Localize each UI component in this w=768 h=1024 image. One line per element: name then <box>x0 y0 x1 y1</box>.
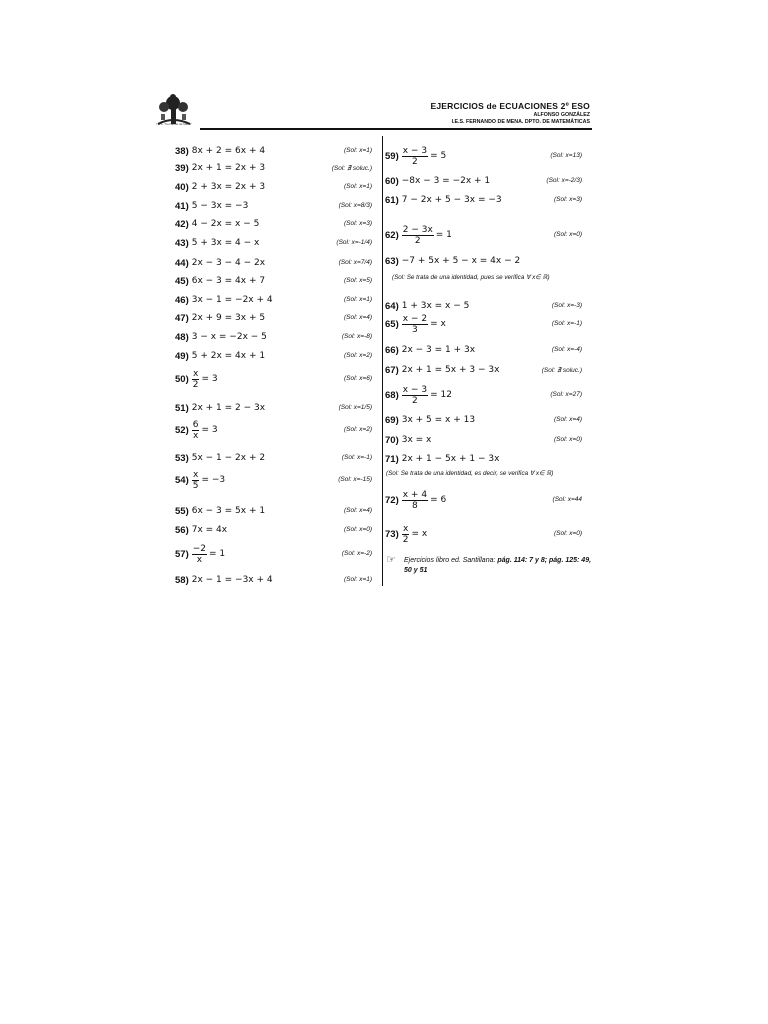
solution: (Sol: x=4) <box>554 416 582 423</box>
worksheet-title: EJERCICIOS de ECUACIONES 2º ESO <box>430 101 590 111</box>
exercise-number: 61) <box>385 194 399 206</box>
solution: (Sol: x=-2/3) <box>546 177 582 184</box>
exercise-right-11 <box>385 430 431 450</box>
exercise-number: 70) <box>385 434 399 446</box>
fraction-equation <box>402 490 446 511</box>
exercise-left-18 <box>175 520 227 540</box>
equation: 5x − 1 − 2x + 2 <box>191 453 266 463</box>
solution: (Sol: x=44 <box>552 496 582 503</box>
numerator: x − 3 <box>402 384 428 395</box>
solution: (Sol: x=3) <box>344 220 372 227</box>
exercise-right-10 <box>385 410 475 430</box>
exercise-number: 63) <box>385 255 399 267</box>
note-identity-63: (Sol: Se trata de una identidad, pues se verifica ∀ x∈ ℝ) <box>392 274 550 281</box>
textbook-reference-pages: pág. 114: 7 y 8; pág. 125: 49, 50 y 51 <box>404 557 592 574</box>
exercise-number: 45) <box>175 275 189 287</box>
exercise-number: 48) <box>175 331 189 343</box>
solution: (Sol: x=2) <box>344 352 372 359</box>
denominator: x <box>192 430 199 441</box>
solution: (Sol: x=3) <box>554 196 582 203</box>
exercise-right-12 <box>385 449 499 469</box>
exercise-left-6 <box>175 253 265 273</box>
denominator: x <box>196 554 203 565</box>
numerator: 2 − 3x <box>402 224 433 235</box>
exercise-number: 40) <box>175 181 189 193</box>
exercise-left-19 <box>175 544 225 564</box>
equation: 2 + 3x = 2x + 3 <box>191 182 266 192</box>
solution: (Sol: x=8/3) <box>338 202 372 209</box>
exercise-right-8 <box>385 360 499 380</box>
solution: (Sol: x=-4) <box>551 346 582 353</box>
equation-rhs: = 1 <box>209 549 226 559</box>
solution: (Sol: x=27) <box>550 391 582 398</box>
solution: (Sol: x=-8) <box>341 333 372 340</box>
denominator: 8 <box>412 500 418 511</box>
equation: 7x = 4x <box>191 525 228 535</box>
equation: 1 + 3x = x − 5 <box>401 301 470 311</box>
exercise-number: 68) <box>385 389 399 401</box>
exercise-number: 41) <box>175 200 189 212</box>
exercise-number: 42) <box>175 218 189 230</box>
equation: 5 + 3x = 4 − x <box>191 238 260 248</box>
fraction-equation <box>192 544 225 565</box>
author: ALFONSO GONZÁLEZ <box>533 112 590 118</box>
equation: 3 − x = −2x − 5 <box>191 332 267 342</box>
equation: 2x − 1 = −3x + 4 <box>191 575 273 585</box>
exercise-number: 56) <box>175 524 189 536</box>
exercise-left-10 <box>175 327 267 347</box>
equation: 4 − 2x = x − 5 <box>191 219 260 229</box>
denominator: 2 <box>402 534 409 545</box>
equation: 3x − 1 = −2x + 4 <box>191 295 273 305</box>
exercise-left-16 <box>175 470 225 490</box>
exercise-right-4 <box>385 251 520 271</box>
exercise-number: 51) <box>175 402 189 414</box>
exercise-number: 43) <box>175 237 189 249</box>
equation: 2x + 9 = 3x + 5 <box>191 313 266 323</box>
denominator: 5 <box>192 480 199 491</box>
exercise-left-8 <box>175 290 273 310</box>
exercise-left-14 <box>175 420 218 440</box>
solution: (Sol: x=7/4) <box>338 259 372 266</box>
exercise-number: 73) <box>385 528 399 540</box>
exercise-number: 38) <box>175 145 189 157</box>
school-department: I.E.S. FERNANDO DE MENA. DPTO. DE MATEMÁTICAS <box>451 119 590 125</box>
exercise-right-0 <box>385 146 446 166</box>
equation: 5 + 2x = 4x + 1 <box>191 351 266 361</box>
exercise-left-15 <box>175 448 265 468</box>
exercise-number: 49) <box>175 350 189 362</box>
equation-rhs: = 1 <box>435 230 452 240</box>
exercise-number: 57) <box>175 548 189 560</box>
denominator: 2 <box>414 235 421 246</box>
exercise-right-14 <box>385 524 427 544</box>
numerator: −2 <box>192 543 207 554</box>
solution: (Sol: x=-15) <box>338 476 372 483</box>
textbook-reference-text: Ejercicios libro ed. Santillana: <box>404 557 496 564</box>
equation-rhs: = 5 <box>430 151 447 161</box>
solution: (Sol: x=5) <box>344 277 372 284</box>
exercise-number: 39) <box>175 162 189 174</box>
pointing-hand-icon: ☞ <box>386 554 396 566</box>
equation: 6x − 3 = 4x + 7 <box>191 276 266 286</box>
exercise-number: 47) <box>175 312 189 324</box>
equation: 2x + 1 − 5x + 1 − 3x <box>401 454 500 464</box>
exercise-left-20 <box>175 570 273 590</box>
solution: (Sol: x=4) <box>344 507 372 514</box>
exercise-number: 69) <box>385 414 399 426</box>
fraction-equation <box>402 524 427 545</box>
exercise-number: 65) <box>385 318 399 330</box>
exercise-left-1 <box>175 158 265 178</box>
equation: −7 + 5x + 5 − x = 4x − 2 <box>401 256 521 266</box>
fraction-equation <box>192 369 218 390</box>
equation: 5 − 3x = −3 <box>191 201 249 211</box>
equation-rhs: = 12 <box>430 390 452 400</box>
numerator: x − 3 <box>402 145 428 156</box>
fraction-equation <box>192 470 225 491</box>
exercise-number: 50) <box>175 373 189 385</box>
exercise-right-7 <box>385 340 475 360</box>
exercise-left-11 <box>175 346 265 366</box>
denominator: 3 <box>412 324 418 335</box>
equation: 8x + 2 = 6x + 4 <box>191 146 266 156</box>
exercise-right-3 <box>385 225 452 245</box>
solution: (Sol: x=0) <box>554 436 582 443</box>
fraction-equation <box>192 420 218 441</box>
exercise-number: 71) <box>385 453 399 465</box>
solution: (Sol: x=0) <box>344 526 372 533</box>
exercise-number: 66) <box>385 344 399 356</box>
denominator: 2 <box>192 379 199 390</box>
exercise-left-12 <box>175 369 218 389</box>
numerator: x <box>192 368 199 379</box>
solution: (Sol: x=0) <box>554 530 582 537</box>
fraction-equation <box>402 314 446 335</box>
equation: 6x − 3 = 5x + 1 <box>191 506 266 516</box>
equation: 2x + 1 = 2x + 3 <box>191 163 266 173</box>
denominator: 2 <box>412 395 418 406</box>
solution: (Sol: x=2) <box>344 426 372 433</box>
equation: 2x − 3 − 4 − 2x <box>191 258 266 268</box>
exercise-right-1 <box>385 171 490 191</box>
numerator: x <box>402 523 409 534</box>
exercise-number: 55) <box>175 505 189 517</box>
exercise-number: 72) <box>385 494 399 506</box>
equation-rhs: = x <box>430 319 446 329</box>
exercise-left-4 <box>175 214 259 234</box>
solution: (Sol: x=13) <box>550 152 582 159</box>
column-divider <box>382 136 383 586</box>
exercise-number: 64) <box>385 300 399 312</box>
fraction-equation <box>402 385 452 406</box>
fraction-equation <box>402 146 446 167</box>
exercise-left-2 <box>175 177 265 197</box>
solution: (Sol: x=6) <box>344 375 372 382</box>
exercise-left-13 <box>175 398 265 418</box>
exercise-number: 60) <box>385 175 399 187</box>
fraction-equation <box>402 225 452 246</box>
note-identity-71: (Sol: Se trata de una identidad, es decir, se verifica ∀ x∈ ℝ) <box>386 470 554 477</box>
equation: 2x − 3 = 1 + 3x <box>401 345 476 355</box>
exercise-number: 52) <box>175 424 189 436</box>
equation: 2x + 1 = 2 − 3x <box>191 403 266 413</box>
solution: (Sol: x=-2) <box>341 550 372 557</box>
equation: 7 − 2x + 5 − 3x = −3 <box>401 195 502 205</box>
equation-rhs: = 3 <box>201 425 218 435</box>
exercise-left-5 <box>175 233 259 253</box>
equation-rhs: = −3 <box>201 475 226 485</box>
denominator: 2 <box>412 156 418 167</box>
solution: (Sol: x=1) <box>344 296 372 303</box>
solution: (Sol: x=0) <box>554 231 582 238</box>
header-rule <box>200 128 592 130</box>
equation: −8x − 3 = −2x + 1 <box>401 176 491 186</box>
exercise-left-3 <box>175 196 248 216</box>
exercise-right-6 <box>385 314 446 334</box>
exercise-left-7 <box>175 271 265 291</box>
solution: (Sol: x=-1/4) <box>336 239 372 246</box>
exercise-right-13 <box>385 490 446 510</box>
exercise-left-17 <box>175 501 265 521</box>
exercise-number: 44) <box>175 257 189 269</box>
solution: (Sol: x=-1) <box>551 320 582 327</box>
exercise-right-9 <box>385 385 452 405</box>
numerator: x <box>192 469 199 480</box>
solution: (Sol: x=1) <box>344 183 372 190</box>
solution: (Sol: x=-3) <box>551 302 582 309</box>
equation-rhs: = 3 <box>201 374 218 384</box>
numerator: x − 2 <box>402 313 428 324</box>
textbook-reference <box>404 556 594 576</box>
exercise-number: 54) <box>175 474 189 486</box>
exercise-number: 46) <box>175 294 189 306</box>
exercise-left-9 <box>175 308 265 328</box>
solution: (Sol: x=1) <box>344 147 372 154</box>
solution: (Sol: x=4) <box>344 314 372 321</box>
logo-caption: I.E.S. "Fernando de Mena" <box>156 122 192 126</box>
exercise-number: 59) <box>385 150 399 162</box>
equation-rhs: = x <box>411 529 428 539</box>
solution: (Sol: x=1/5) <box>338 404 372 411</box>
equation: 3x + 5 = x + 13 <box>401 415 476 425</box>
solution: (Sol: x=1) <box>344 576 372 583</box>
equation-rhs: = 6 <box>430 495 447 505</box>
numerator: x + 4 <box>402 489 428 500</box>
numerator: 6 <box>192 419 199 430</box>
solution: (Sol: ∄ soluc.) <box>541 367 582 374</box>
exercise-number: 62) <box>385 229 399 241</box>
solution: (Sol: x=-1) <box>341 454 372 461</box>
solution: (Sol: ∄ soluc.) <box>331 165 372 172</box>
equation: 2x + 1 = 5x + 3 − 3x <box>401 365 500 375</box>
equation: 3x = x <box>401 435 432 445</box>
exercise-number: 67) <box>385 364 399 376</box>
exercise-number: 53) <box>175 452 189 464</box>
exercise-number: 58) <box>175 574 189 586</box>
exercise-right-2 <box>385 190 502 210</box>
